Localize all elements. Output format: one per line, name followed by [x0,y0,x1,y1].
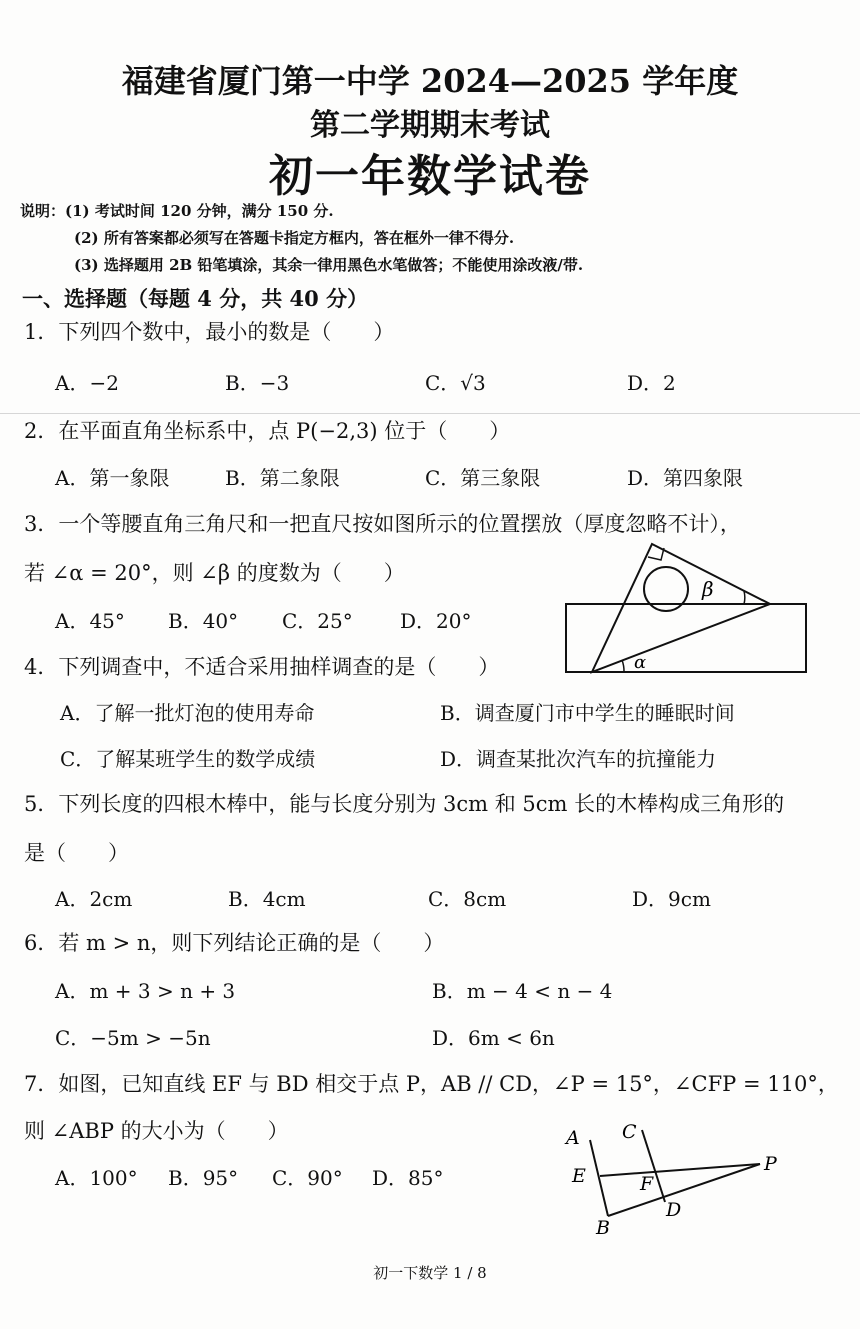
question-7-option-c: C．90° [272,1166,343,1190]
question-4-option-b: B．调查厦门市中学生的睡眠时间 [440,701,735,725]
label-d: D [666,1199,682,1221]
beta-label: β [702,577,714,601]
alpha-label: α [634,652,647,673]
instruction-1: 说明：(1) 考试时间 120 分钟，满分 150 分. [20,202,334,220]
label-a: A [566,1127,580,1149]
label-e: E [572,1165,586,1187]
question-3-option-a: A．45° [55,609,125,633]
line-ep [600,1164,760,1176]
line-ab [590,1140,608,1216]
question-4-option-c: C．了解某班学生的数学成绩 [60,747,316,771]
question-2-option-a: A．第一象限 [55,466,170,490]
question-5-option-b: B．4cm [228,887,306,911]
scan-artifact-line [0,413,860,414]
question-6-option-c: C．−5m > −5n [55,1026,211,1050]
question-2-option-d: D．第四象限 [627,466,744,490]
line-bp [608,1164,760,1216]
label-c: C [622,1121,637,1143]
question-1-stem: 1．下列四个数中，最小的数是（ ） [24,320,395,344]
question-7-option-d: D．85° [372,1166,444,1190]
question-5-stem: 5．下列长度的四根木棒中，能与长度分别为 3cm 和 5cm 长的木棒构成三角形的 [24,792,785,816]
question-6-option-a: A．m + 3 > n + 3 [55,979,236,1003]
paper-title: 初一年数学试卷 [269,151,591,202]
question-5-stem-cont: 是（ ） [24,841,129,865]
question-2-option-b: B．第二象限 [225,466,340,490]
question-6-stem: 6．若 m > n，则下列结论正确的是（ ） [24,931,445,955]
exam-title: 第二学期期末考试 [310,108,550,143]
question-1-option-b: B．−3 [225,371,290,395]
question-1-option-a: A．−2 [55,371,119,395]
instruction-3: (3) 选择题用 2B 铅笔填涂，其余一律用黑色水笔做答；不能使用涂改液/带. [74,256,584,274]
question-7-stem-cont: 则 ∠ABP 的大小为（ ） [24,1119,289,1143]
question-6-option-d: D．6m < 6n [432,1026,555,1050]
question-5-option-d: D．9cm [632,887,711,911]
question-4-option-a: A．了解一批灯泡的使用寿命 [60,701,315,725]
question-2-stem: 2．在平面直角坐标系中，点 P(−2,3) 位于（ ） [24,419,511,443]
section-title: 一、选择题（每题 4 分，共 40 分） [22,286,369,311]
question-7-stem: 7．如图，已知直线 EF 与 BD 相交于点 P，AB // CD，∠P = 15°，∠CFP = 110°， [24,1072,839,1096]
question-7-figure [560,1118,800,1238]
question-1-option-d: D．2 [627,371,676,395]
question-1-option-c: C．√3 [425,371,486,395]
page-footer: 初一下数学 1 / 8 [373,1264,487,1282]
label-f: F [640,1173,654,1195]
instructions [20,198,583,279]
beta-arc [744,591,745,604]
question-5-option-a: A．2cm [55,887,133,911]
question-7-option-a: A．100° [55,1166,138,1190]
question-4-option-d: D．调查某批次汽车的抗撞能力 [440,747,717,771]
alpha-arc [622,660,624,672]
question-3-option-d: D．20° [400,609,472,633]
question-3-figure [560,538,820,678]
question-5-option-c: C．8cm [428,887,507,911]
set-square [592,544,770,672]
question-2-option-c: C．第三象限 [425,466,541,490]
ruler [566,604,806,672]
question-4-stem: 4．下列调查中，不适合采用抽样调查的是（ ） [24,655,500,679]
question-7-option-b: B．95° [168,1166,239,1190]
label-p: P [764,1153,777,1175]
instruction-2: (2) 所有答案都必须写在答题卡指定方框内，答在框外一律不得分. [74,229,515,247]
question-3-option-c: C．25° [282,609,353,633]
question-3-stem: 3．一个等腰直角三角尺和一把直尺按如图所示的位置摆放（厚度忽略不计）， [24,512,741,536]
question-6-option-b: B．m − 4 < n − 4 [432,979,613,1003]
label-b: B [596,1217,610,1239]
question-3-stem-cont: 若 ∠α = 20°，则 ∠β 的度数为（ ） [24,561,405,585]
question-3-option-b: B．40° [168,609,239,633]
school-title: 福建省厦门第一中学 2024—2025 学年度 [121,62,739,100]
